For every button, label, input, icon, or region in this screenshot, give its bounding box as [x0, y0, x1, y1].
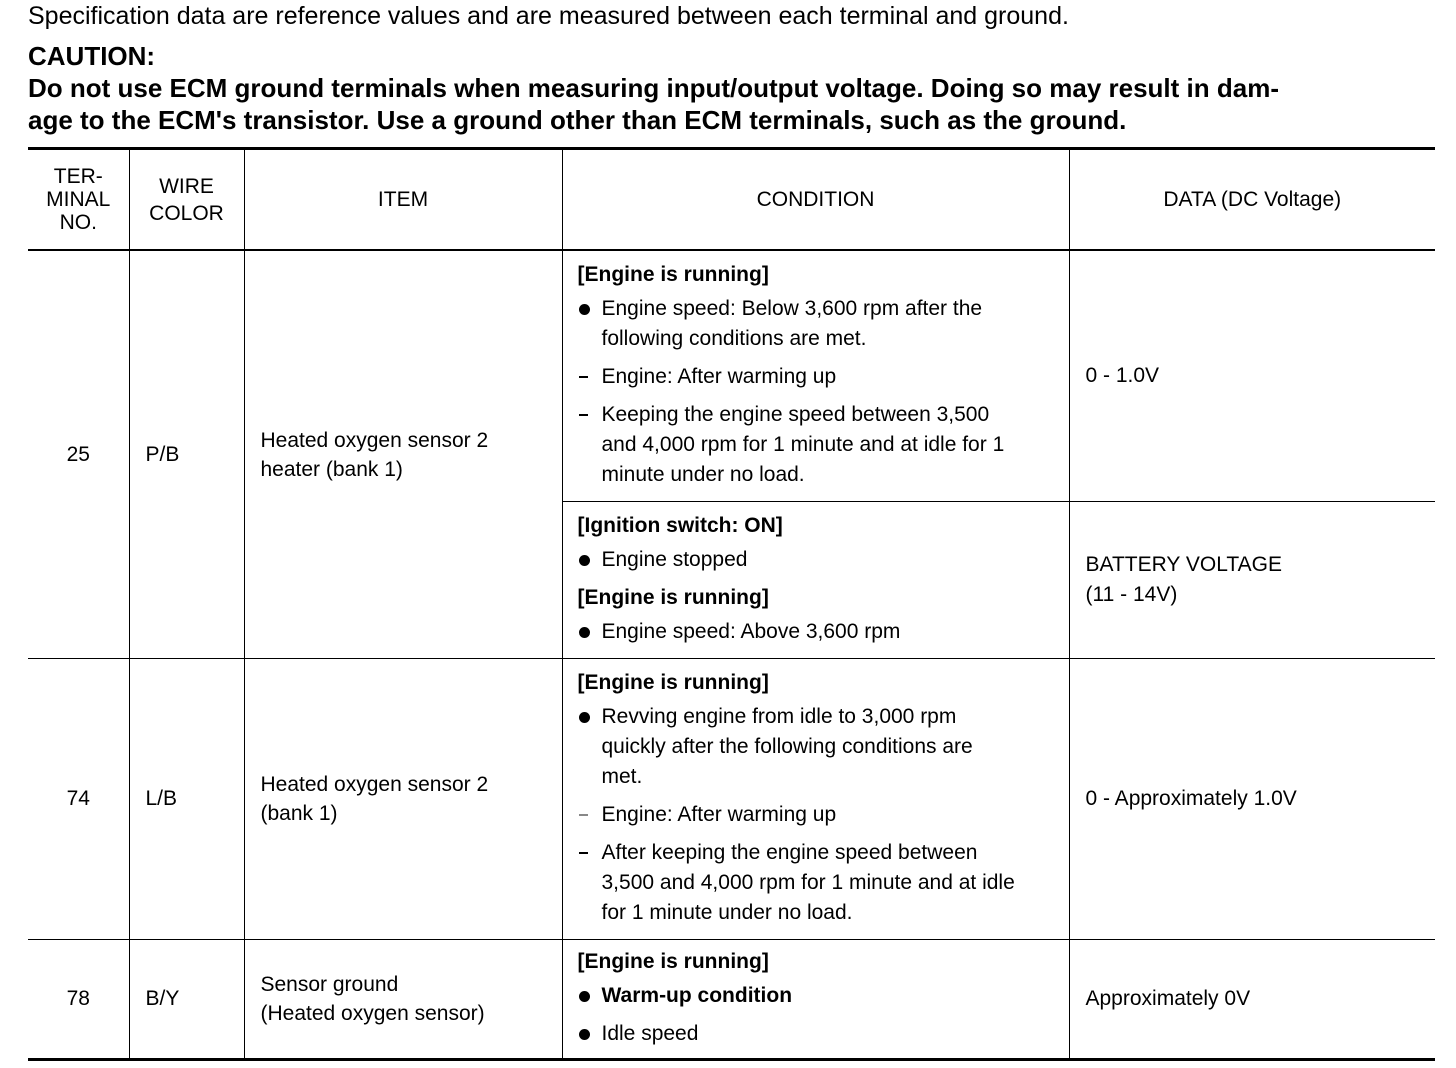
- wire-color: P/B: [129, 250, 244, 659]
- data-value: BATTERY VOLTAGE (11 - 14V): [1069, 502, 1435, 659]
- wire-color: L/B: [129, 659, 244, 940]
- condition-cell: [562, 502, 1069, 659]
- condition-cell: [562, 659, 1069, 940]
- condition-cell: [562, 940, 1069, 1060]
- dash-icon: [579, 376, 588, 378]
- caution-heading: CAUTION:: [28, 41, 156, 71]
- data-value: 0 - 1.0V: [1069, 250, 1435, 502]
- data-value: Approximately 0V: [1069, 940, 1435, 1060]
- caution-line-2: age to the ECM's transistor. Use a ground other than ECM terminals, such as the ground.: [28, 105, 1127, 135]
- condition-line: Engine speed: Above 3,600 rpm: [578, 617, 1057, 647]
- condition-cell: [562, 250, 1069, 502]
- condition-line: Engine stopped: [578, 545, 1057, 575]
- bullet-dot-icon: [579, 555, 590, 566]
- bullet-dot-icon: [579, 627, 590, 638]
- dash-icon: [579, 814, 588, 816]
- item-description: Heated oxygen sensor 2 heater (bank 1): [244, 250, 562, 659]
- item-description: Heated oxygen sensor 2 (bank 1): [244, 659, 562, 940]
- table-row: [28, 940, 1435, 1060]
- condition-line: Engine: After warming up: [578, 362, 1057, 392]
- condition-line: Revving engine from idle to 3,000 rpm quickly after the following conditions are met.: [578, 702, 1057, 792]
- item-description: Sensor ground (Heated oxygen sensor): [244, 940, 562, 1060]
- condition-label: [Engine is running]: [577, 950, 769, 973]
- dash-icon: [579, 852, 588, 854]
- data-value: 0 - Approximately 1.0V: [1069, 659, 1435, 940]
- terminal-number: 74: [28, 659, 129, 940]
- bullet-dot-icon: [579, 712, 590, 723]
- table-row: [28, 250, 1435, 502]
- condition-label: [Engine is running]: [577, 586, 769, 609]
- condition-line: Idle speed: [578, 1019, 1057, 1049]
- bullet-dot-icon: [579, 991, 590, 1002]
- intro-text: Specification data are reference values and are measured between each terminal and ground.: [28, 2, 1069, 30]
- dash-icon: [579, 414, 588, 416]
- condition-label: [Engine is running]: [577, 263, 769, 286]
- condition-line: Engine: After warming up: [578, 800, 1057, 830]
- terminal-number: 25: [66, 442, 90, 466]
- table-header-row: [28, 149, 1435, 251]
- terminal-number: 78: [28, 940, 129, 1060]
- wire-color: B/Y: [129, 940, 244, 1060]
- condition-line: Engine speed: Below 3,600 rpm after the following conditions are met.: [578, 294, 1057, 354]
- header-item: ITEM: [244, 149, 562, 251]
- terminal-spec-table: [28, 147, 1435, 1061]
- bullet-dot-icon: [579, 304, 590, 315]
- condition-line: After keeping the engine speed between 3,500 and 4,000 rpm for 1 minute and at idle for 1 minute under no load.: [578, 838, 1057, 928]
- header-condition: CONDITION: [562, 149, 1069, 251]
- header-data: DATA (DC Voltage): [1069, 149, 1435, 251]
- table-row: [28, 659, 1435, 940]
- condition-line: Keeping the engine speed between 3,500 and 4,000 rpm for 1 minute and at idle for 1 minute under no load.: [578, 400, 1057, 490]
- caution-body: [28, 72, 1438, 136]
- bullet-dot-icon: [579, 1029, 590, 1040]
- header-wire-color: WIRE COLOR: [129, 149, 244, 251]
- condition-label: [Engine is running]: [577, 671, 769, 694]
- caution-line-1: Do not use ECM ground terminals when measuring input/output voltage. Doing so may result in dam-: [28, 73, 1279, 103]
- condition-line: Warm-up condition: [578, 981, 1057, 1011]
- header-terminal-no: TER- MINAL NO.: [28, 149, 129, 251]
- condition-label: [Ignition switch: ON]: [577, 514, 783, 537]
